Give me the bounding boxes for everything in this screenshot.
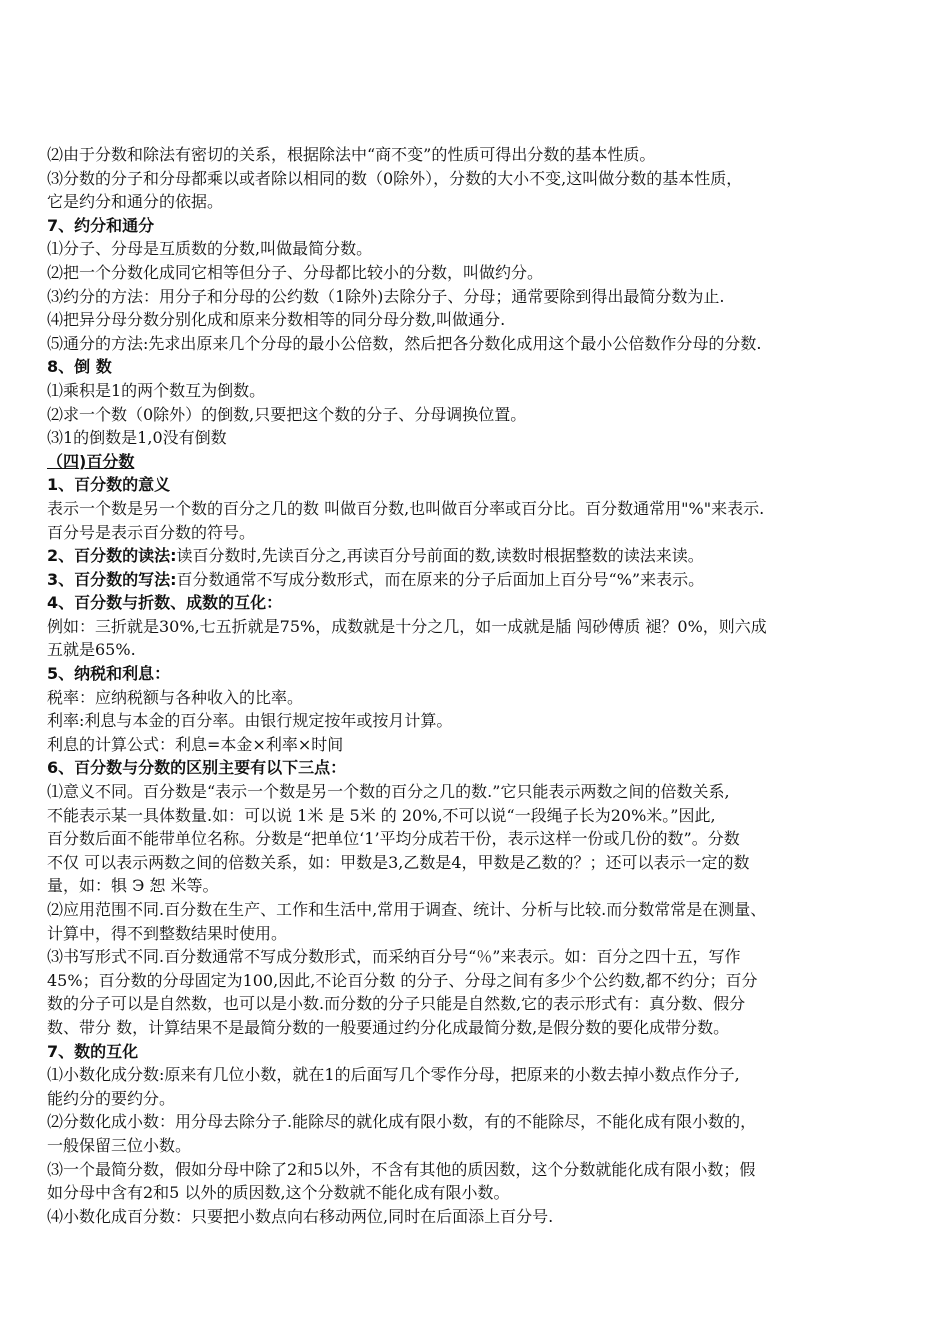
text-line: ⑶约分的方法：用分子和分母的公约数（1除外)去除分子、分母；通常要除到得出最简分数为止. <box>47 286 725 306</box>
text-line: 百分数后面不能带单位名称。分数是“把单位‘1’平均分成若干份，表示这样一份或几份的数”。分数 <box>47 829 740 849</box>
section-heading: 4、百分数与折数、成数的互化： <box>47 593 283 613</box>
text-line: 数的分子可以是自然数，也可以是小数.而分数的分子只能是自然数,它的表示形式有：真分数、假分 <box>47 994 746 1014</box>
text-line: 量，如：犋 Э 恕 米等。 <box>47 876 219 896</box>
text-line: 如分母中含有2和5 以外的质因数,这个分数就不能化成有限小数。 <box>47 1183 510 1203</box>
section-heading: 8、倒 数 <box>47 357 112 377</box>
text-line: ⑵应用范围不同.百分数在生产、工作和生活中,常用于调查、统计、分析与比较.而分数常常是在测量、 <box>47 900 767 919</box>
text-line: ⑴小数化成分数:原来有几位小数，就在1的后面写几个零作分母，把原来的小数去掉小数点作分子, <box>47 1065 740 1085</box>
section-heading: （四)百分数 <box>47 451 135 471</box>
heading-text: 读百分数时,先读百分之,再读百分号前面的数,读数时根据整数的读法来读。 <box>176 546 704 566</box>
text-line: ⑷把异分母分数分别化成和原来分数相等的同分母分数,叫做通分. <box>47 310 506 330</box>
text-line: 计算中，得不到整数结果时使用。 <box>47 923 288 943</box>
section-heading <box>47 544 917 568</box>
text-line: 表示一个数是另一个数的百分之几的数 叫做百分数,也叫做百分率或百分比。百分数通常用"%"来表示. <box>47 498 765 518</box>
section-heading <box>47 568 917 592</box>
text-line: ⑵把一个分数化成同它相等但分子、分母都比较小的分数，叫做约分。 <box>47 262 544 282</box>
text-line: 数、带分 数，计算结果不是最简分数的一般要通过约分化成最简分数,是假分数的要化成带分数。 <box>47 1017 730 1037</box>
text-line: ⑴意义不同。百分数是“表示一个数是另一个数的百分之几的数.”它只能表示两数之间的倍数关系, <box>47 782 730 802</box>
section-heading: 1、百分数的意义 <box>47 475 171 495</box>
text-line: ⑵求一个数（0除外）的倒数,只要把这个数的分子、分母调换位置。 <box>47 404 527 424</box>
text-line: 能约分的要约分。 <box>47 1088 176 1108</box>
text-line: ⑸通分的方法:先求出原来几个分母的最小公倍数，然后把各分数化成用这个最小公倍数作分母的分数. <box>47 333 762 353</box>
text-line: ⑶一个最简分数，假如分母中除了2和5以外，不含有其他的质因数，这个分数就能化成有限小数；假 <box>47 1159 756 1179</box>
text-line: 一般保留三位小数。 <box>47 1135 192 1155</box>
text-line: ⑴分子、分母是互质数的分数,叫做最简分数。 <box>47 239 373 259</box>
text-line: ⑶书写形式不同.百分数通常不写成分数形式，而采纳百分号“％”来表示。如：百分之四十五，写作 <box>47 947 741 967</box>
heading-text: 百分数通常不写成分数形式，而在原来的分子后面加上百分号“%”来表示。 <box>176 569 705 589</box>
heading-label: 2、百分数的读法: <box>47 546 177 566</box>
text-line: ⑶分数的分子和分母都乘以或者除以相同的数（0除外），分数的大小不变,这叫做分数的基本性质， <box>47 168 743 188</box>
text-line: 不仅 可以表示两数之间的倍数关系，如：甲数是3,乙数是4，甲数是乙数的？；还可以表示一定的数 <box>47 852 750 872</box>
document-body <box>47 143 917 1228</box>
section-heading: 6、百分数与分数的区别主要有以下三点： <box>47 758 347 778</box>
section-heading: 7、约分和通分 <box>47 215 155 235</box>
section-heading: 7、数的互化 <box>47 1041 139 1061</box>
text-line: 不能表示某一具体数量.如：可以说 1米 是 5米 的 20%,不可以说“一段绳子长为20%米。”因此, <box>47 805 716 825</box>
text-line: 例如：三折就是30%,七五折就是75%，成数就是十分之几，如一成就是牐 闯砂傅质 褪？0%，则六成 <box>47 616 767 636</box>
text-line: 税率：应纳税额与各种收入的比率。 <box>47 687 304 707</box>
text-line: 45%；百分数的分母固定为100,因此,不论百分数 的分子、分母之间有多少个公约数,都不约分；百分 <box>47 970 758 990</box>
text-line: ⑵由于分数和除法有密切的关系，根据除法中“商不变”的性质可得出分数的基本性质。 <box>47 145 656 164</box>
text-line: 它是约分和通分的依据。 <box>47 192 224 212</box>
text-line: 五就是65%. <box>47 640 136 660</box>
text-line: 利息的计算公式：利息=本金×利率×时间 <box>47 734 344 754</box>
section-heading: 5、纳税和利息： <box>47 664 171 684</box>
heading-label: 3、百分数的写法: <box>47 569 177 589</box>
text-line: 百分号是表示百分数的符号。 <box>47 522 256 542</box>
text-line: ⑷小数化成百分数：只要把小数点向右移动两位,同时在后面添上百分号. <box>47 1206 554 1226</box>
text-line: ⑵分数化成小数：用分母去除分子.能除尽的就化成有限小数，有的不能除尽，不能化成有限小数的， <box>47 1112 757 1132</box>
text-line: ⑶1的倒数是1,0没有倒数 <box>47 428 227 448</box>
text-line: ⑴乘积是1的两个数互为倒数。 <box>47 380 266 400</box>
text-line: 利率:利息与本金的百分率。由银行规定按年或按月计算。 <box>47 711 453 731</box>
